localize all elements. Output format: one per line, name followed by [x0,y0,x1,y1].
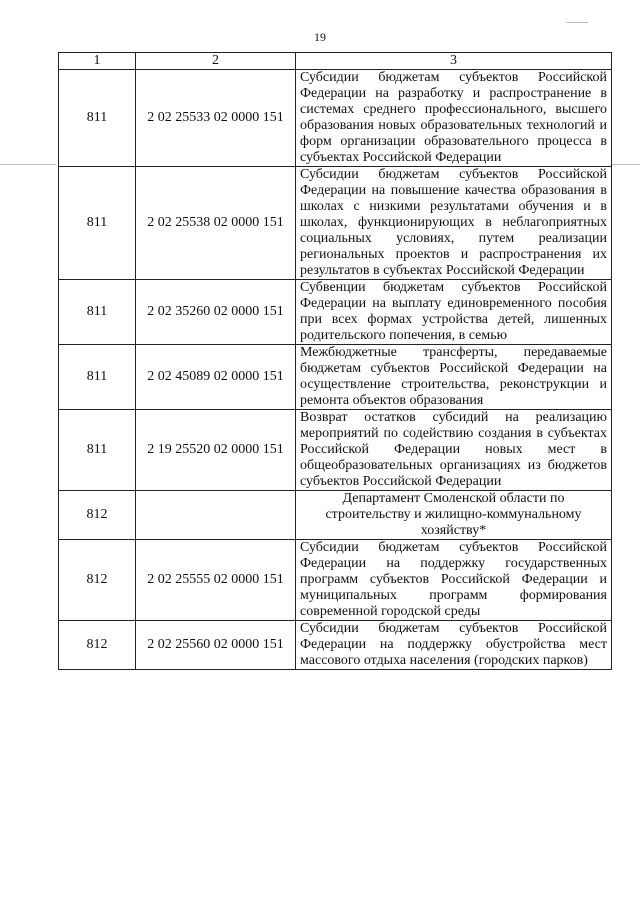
budget-code-cell: 2 02 35260 02 0000 151 [136,280,296,345]
table-row [59,621,612,670]
admin-code-cell: 812 [59,491,136,540]
description-cell: Субсидии бюджетам субъектов Российской Федерации на повышение качества образования в школах с низкими результатами обучения и в школах, функционирующих в неблагоприятных социальных условиях, путем реализации региональных проектов и распространения их результатов в субъектах Российской Федерации [296,167,612,280]
page-number: 19 [314,30,326,44]
table-row [59,410,612,491]
admin-code-cell: 812 [59,621,136,670]
scan-corner-mark [566,22,588,23]
department-heading-cell: Департамент Смоленской области по строительству и жилищно-коммунальному хозяйству* [296,491,612,540]
table-row [59,540,612,621]
budget-classification-table [58,52,612,670]
description-cell: Субсидии бюджетам субъектов Российской Федерации на поддержку обустройства мест массового отдыха населения (городских парков) [296,621,612,670]
admin-code-cell: 811 [59,280,136,345]
budget-code-cell [136,491,296,540]
budget-code-cell: 2 02 25560 02 0000 151 [136,621,296,670]
budget-code-cell: 2 02 25538 02 0000 151 [136,167,296,280]
table-row [59,280,612,345]
table-row [59,167,612,280]
column-header: 1 [59,53,136,70]
admin-code-cell: 811 [59,410,136,491]
description-cell: Субсидии бюджетам субъектов Российской Федерации на поддержку государственных программ субъектов Российской Федерации и муниципальных программ формирования современной городской среды [296,540,612,621]
budget-code-cell: 2 02 25555 02 0000 151 [136,540,296,621]
description-cell: Субсидии бюджетам субъектов Российской Федерации на разработку и распространение в системах среднего профессионального, высшего образования новых образовательных технологий и форм организации образовательного процесса в субъектах Российской Федерации [296,70,612,167]
table-header-row [59,53,612,70]
table-row [59,70,612,167]
budget-code-cell: 2 02 45089 02 0000 151 [136,345,296,410]
column-header: 3 [296,53,612,70]
scan-margin-mark [0,164,56,165]
admin-code-cell: 811 [59,70,136,167]
budget-code-cell: 2 19 25520 02 0000 151 [136,410,296,491]
description-cell: Субвенции бюджетам субъектов Российской Федерации на выплату единовременного пособия при всех формах устройства детей, лишенных родительского попечения, в семью [296,280,612,345]
budget-code-cell: 2 02 25533 02 0000 151 [136,70,296,167]
admin-code-cell: 811 [59,167,136,280]
table-row [59,491,612,540]
admin-code-cell: 812 [59,540,136,621]
description-cell: Возврат остатков субсидий на реализацию мероприятий по содействию создания в субъектах Российской Федерации новых мест в общеобразовательных организациях из бюджетов субъектов Российской Федерации [296,410,612,491]
scan-margin-mark [612,164,640,165]
table-row [59,345,612,410]
admin-code-cell: 811 [59,345,136,410]
column-header: 2 [136,53,296,70]
description-cell: Межбюджетные трансферты, передаваемые бюджетам субъектов Российской Федерации на осуществление строительства, реконструкции и ремонта объектов образования [296,345,612,410]
